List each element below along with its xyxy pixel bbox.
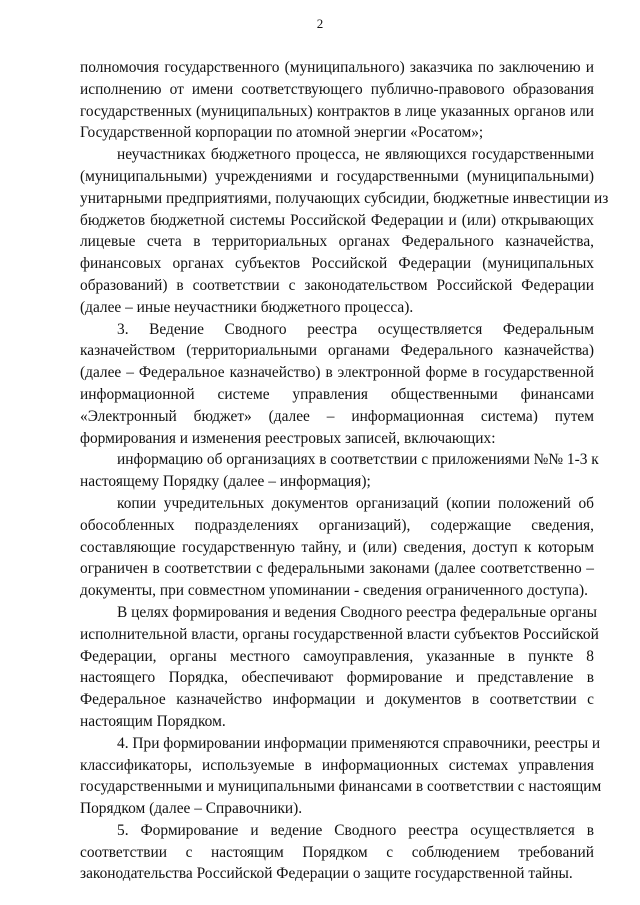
text-line: Федеральное казначейство информации и документов в соответствии с (80, 691, 594, 709)
document-body (80, 57, 609, 885)
text-line: документы, при совместном упоминании - сведения ограниченного доступа). (80, 582, 588, 600)
text-line: «Электронный бюджет» (далее – информационная система) путем (80, 407, 594, 425)
paragraph (80, 319, 594, 450)
text-line: (далее – иные неучастники бюджетного процесса). (80, 298, 414, 316)
paragraph (80, 493, 594, 602)
paragraph (80, 449, 599, 493)
text-line: казначейством (территориальными органами Федерального казначейства) (80, 342, 594, 360)
text-line: (муниципальными) учреждениями и государственными (муниципальными) (80, 167, 594, 185)
text-line: финансовых органах субъектов Российской Федерации (муниципальных (80, 255, 594, 273)
text-line: Федерации, органы местного самоуправления, указанные в пункте 8 (80, 647, 594, 665)
text-line: настоящим Порядком. (80, 712, 226, 730)
text-line: информацию об организациях в соответствии с приложениями №№ 1-3 к (117, 451, 599, 469)
text-line: настоящему Порядку (далее – информация); (80, 473, 371, 491)
text-line: копии учредительных документов организаций (копии положений об (117, 494, 594, 512)
text-line: неучастниках бюджетного процесса, не являющихся государственными (117, 146, 594, 164)
text-line: полномочия государственного (муниципального) заказчика по заключению и (80, 59, 594, 76)
text-line: информационной системе управления общественными финансами (80, 385, 594, 403)
text-line: 4. При формировании информации применяются справочники, реестры и (117, 734, 601, 752)
text-line: составляющие государственную тайну, и (или) сведения, доступ к которым (80, 538, 594, 556)
paragraph (80, 602, 599, 733)
text-line: 3. Ведение Сводного реестра осуществляется Федеральным (117, 320, 594, 338)
paragraph (80, 57, 594, 144)
text-line: государственных (муниципальных) контрактов в лице указанных органов или (80, 102, 594, 120)
paragraph (80, 820, 594, 885)
text-line: соответствии с настоящим Порядком с соблюдением требований (80, 843, 594, 861)
text-line: В целях формирования и ведения Сводного реестра федеральные органы (117, 603, 597, 621)
text-line: ограничен в соответствии с федеральными законами (далее соответственно – (80, 560, 594, 578)
page-number: 2 (316, 16, 324, 31)
paragraph (80, 733, 602, 820)
text-line: Порядком (далее – Справочники). (80, 800, 303, 818)
text-line: исполнительной власти, органы государственной власти субъектов Российской (80, 625, 599, 643)
text-line: бюджетов бюджетной системы Российской Федерации и (или) открывающих (80, 211, 594, 229)
text-line: настоящего Порядка, обеспечивают формирование и представление в (80, 669, 594, 687)
text-line: лицевые счета в территориальных органах Федерального казначейства, (80, 233, 594, 251)
text-line: образований) в соответствии с законодательством Российской Федерации (80, 276, 594, 294)
text-line: Государственной корпорации по атомной энергии «Росатом»; (80, 124, 484, 142)
text-line: 5. Формирование и ведение Сводного реестра осуществляется в (117, 821, 594, 839)
text-line: формирования и изменения реестровых записей, включающих: (80, 429, 496, 447)
text-line: законодательства Российской Федерации о защите государственной тайны. (80, 865, 573, 883)
text-line: исполнению от имени соответствующего публично-правового образования (80, 80, 594, 98)
text-line: классификаторы, используемые в информационных системах управления (80, 756, 594, 774)
text-line: обособленных подразделениях организаций), содержащие сведения, (80, 516, 594, 534)
text-line: унитарными предприятиями, получающих субсидии, бюджетные инвестиции из (80, 189, 609, 207)
text-line: государственными и муниципальными финансами в соответствии с настоящим (80, 778, 602, 796)
paragraph (80, 144, 609, 318)
text-line: (далее – Федеральное казначейство) в электронной форме в государственной (80, 364, 594, 382)
